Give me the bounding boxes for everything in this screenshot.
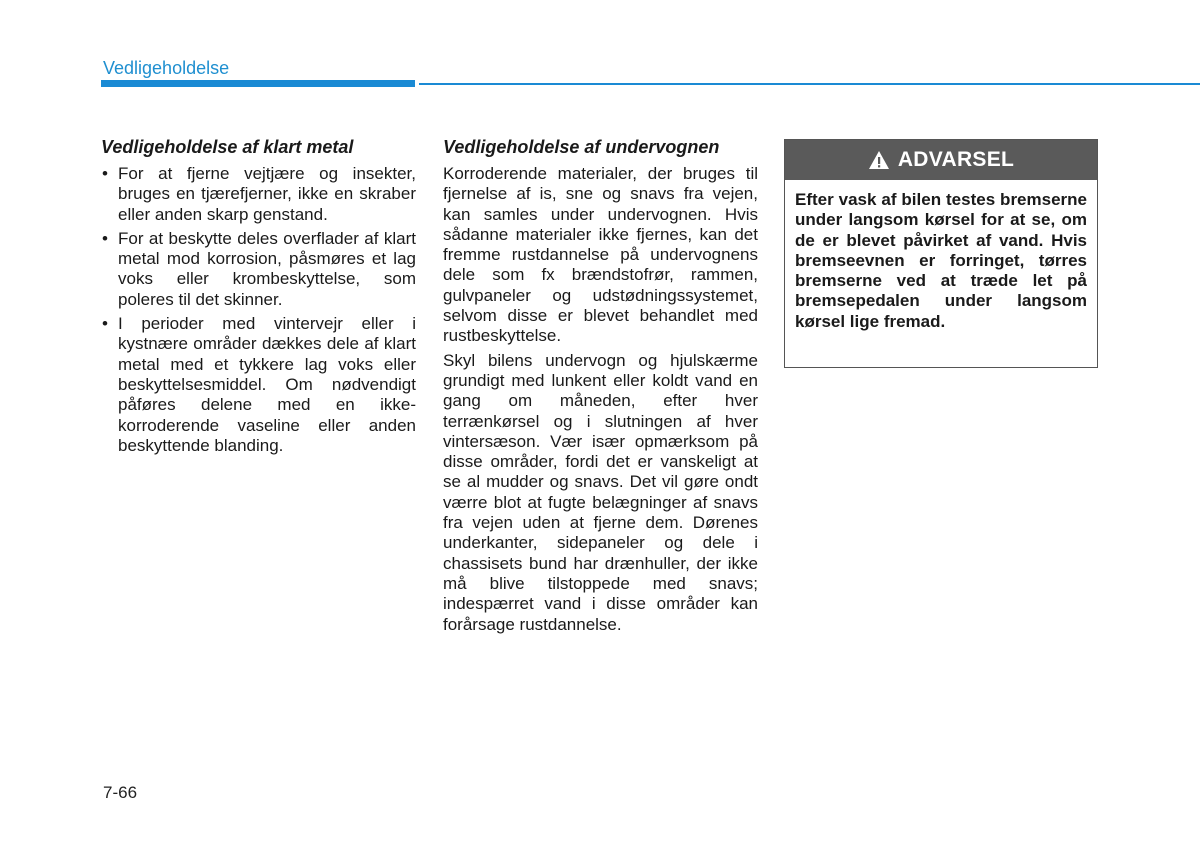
bullet-icon: •	[102, 314, 108, 334]
bullet-icon: •	[102, 164, 108, 183]
page-number: 7-66	[103, 783, 138, 802]
middle-heading: Vedligeholdelse af undervognen	[443, 137, 720, 157]
header-rule-thick	[101, 80, 415, 87]
left-column	[101, 136, 416, 460]
left-bullet-list	[101, 164, 416, 456]
warning-box	[784, 139, 1098, 368]
bullet-icon: •	[102, 228, 108, 248]
middle-column	[443, 136, 758, 639]
warning-triangle-icon	[868, 150, 890, 170]
bullet-item	[101, 164, 416, 225]
bullet-text: For at beskytte deles overflader af klart metal mod korrosion, påsmøres et lag voks eller krombeskyttelse, som poleres til det skinner.	[118, 228, 416, 309]
bullet-item	[101, 314, 416, 456]
body-paragraph: Skyl bilens undervogn og hjulskærme grundigt med lunkent eller koldt vand en gang om måneden, efter hver terrænkørsel og i slutningen af hver vintersæson. Vær især opmærksom på disse områder, fordi det er vanskeligt at se al mudder og snavs. Det vil gøre ondt værre blot at fugte belægninger af snavs fra vejen uden at fjerne dem. Dørenes underkanter, sidepaneler og dele i chassisets bund har drænhuller, der ikke må blive tilstoppede med snavs; indespærret vand i disse områder kan forårsage rustdannelse.	[443, 350, 758, 634]
header-rule-thin	[419, 83, 1200, 85]
section-title: Vedligeholdelse	[103, 58, 230, 78]
warning-title: ADVARSEL	[897, 148, 1015, 171]
warning-text: Efter vask af bilen testes bremserne under langsom kørsel for at se, om de er blevet påvirket af vand. Hvis bremseevnen er forringet, tørres bremserne ved at træde let på bremsepedalen under langsom kørsel lige fremad.	[795, 190, 1087, 331]
warning-header	[785, 140, 1097, 180]
bullet-text: For at fjerne vejtjære og insekter, bruges en tjærefjerner, ikke en skraber eller anden skarp genstand.	[118, 164, 416, 224]
left-heading: Vedligeholdelse af klart metal	[101, 137, 354, 157]
bullet-text: I perioder med vintervejr eller i kystnære områder dækkes dele af klart metal med et tykkere lag voks eller beskyttelsesmiddel. Om nødvendigt påføres delene med en ikke-korroderende vaseline eller anden beskyttende blanding.	[118, 314, 416, 455]
body-paragraph: Korroderende materialer, der bruges til fjernelse af is, sne og snavs fra vejen, kan samles under undervognen. Hvis sådanne materialer ikke fjernes, kan det fremme rustdannelse på undervognens dele som fx brændstofrør, rammen, gulvpaneler og udstødningssystemet, selvom disse er blevet behandlet med rustbeskyttelse.	[443, 164, 758, 346]
bullet-item	[101, 229, 416, 310]
